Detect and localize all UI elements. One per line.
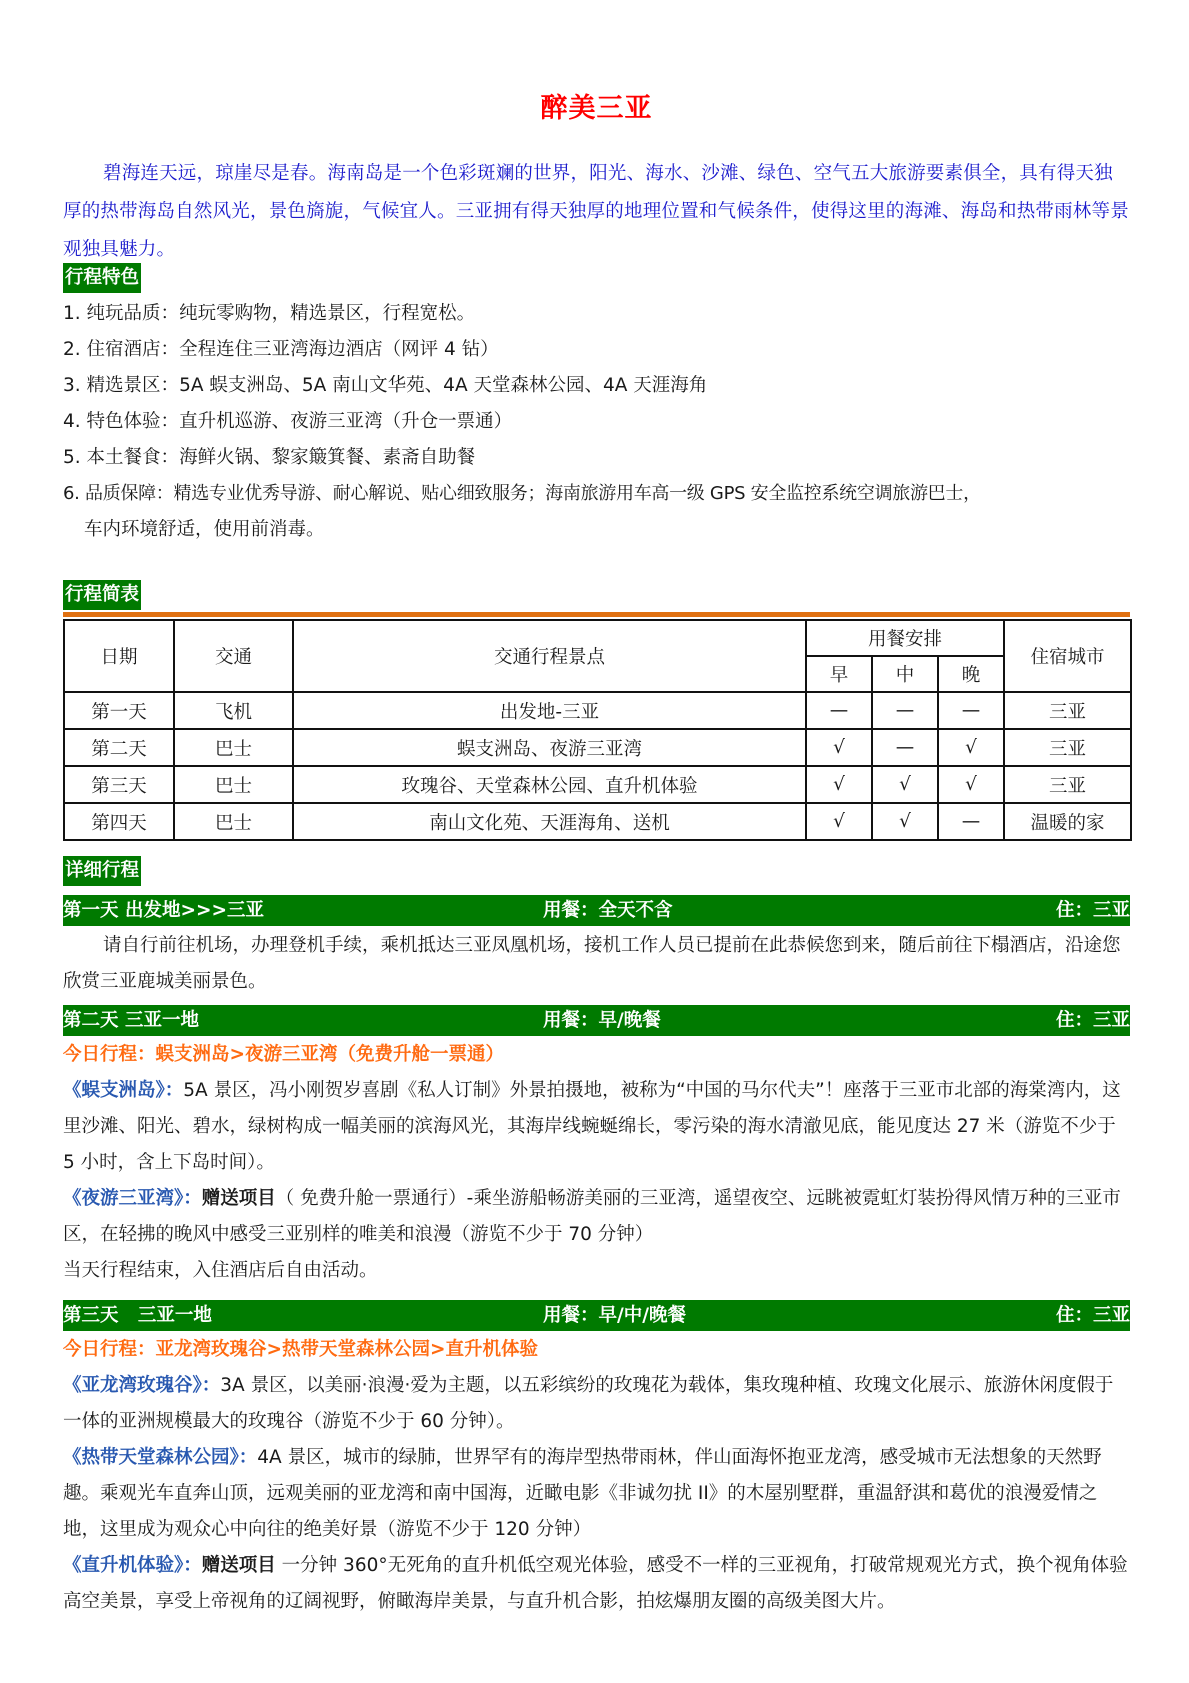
gift-label: 赠送项目 bbox=[201, 1188, 276, 1209]
feature-num: 3. bbox=[63, 375, 81, 396]
spot-text: 一分钟 360°无死角的直升机低空观光体验，感受不一样的三亚视角，打破常规观光方式，换个视角体验高空美景，享受上帝视角的辽阔视野，俯瞰海岸美景，与直升机合影，拍炫爆朋友圈的高级美图大片。 bbox=[63, 1555, 1128, 1612]
spot-name: 《夜游三亚湾》： bbox=[63, 1188, 202, 1209]
feature-item bbox=[63, 368, 1130, 404]
cell-transport: 巴士 bbox=[174, 803, 293, 840]
cell-lunch: √ bbox=[872, 766, 938, 803]
header-date: 日期 bbox=[64, 620, 174, 692]
header-city: 住宿城市 bbox=[1004, 620, 1131, 692]
feature-label: 品质保障： bbox=[85, 483, 174, 504]
cell-city: 三亚 bbox=[1004, 692, 1131, 729]
day3-content bbox=[63, 1332, 1130, 1620]
feature-text: 直升机巡游、夜游三亚湾（升仓一票通） bbox=[179, 411, 513, 432]
day2-today: 今日行程：蜈支洲岛>夜游三亚湾（免费升舱一票通） bbox=[63, 1044, 505, 1065]
day3-spot2 bbox=[63, 1440, 1130, 1548]
cell-city: 三亚 bbox=[1004, 766, 1131, 803]
header-meals: 用餐安排 bbox=[806, 620, 1004, 656]
feature-text: 精选专业优秀导游、耐心解说、贴心细致服务；海南旅游用车高一级 GPS 安全监控系统空调旅游巴士， bbox=[173, 483, 981, 504]
day3-band bbox=[63, 1300, 1130, 1331]
spot-name: 《直升机体验》： bbox=[63, 1555, 202, 1576]
cell-route: 出发地-三亚 bbox=[293, 692, 806, 729]
cell-route: 南山文化苑、天涯海角、送机 bbox=[293, 803, 806, 840]
feature-item-continued: 车内环境舒适，使用前消毒。 bbox=[84, 519, 325, 540]
feature-label: 纯玩品质： bbox=[86, 303, 180, 324]
cell-transport: 巴士 bbox=[174, 766, 293, 803]
spot-text: 3A 景区，以美丽·浪漫·爱为主题，以五彩缤纷的玫瑰花为载体，集玫瑰种植、玫瑰文化展示、旅游休闲度假于一体的亚洲规模最大的玫瑰谷（游览不少于 60 分钟）。 bbox=[63, 1375, 1114, 1432]
page-title: 醉美三亚 bbox=[540, 93, 653, 124]
spot-text: 4A 景区，城市的绿肺，世界罕有的海岸型热带雨林，伴山面海怀抱亚龙湾，感受城市无法想象的天然野趣。乘观光车直奔山顶，远观美丽的亚龙湾和南中国海，近瞰电影《非诚勿扰 II》的木屋别墅群，重温舒淇和葛优的浪漫爱情之地，这里成为观众心中向往的绝美好景（游览不少于 120 分钟） bbox=[63, 1447, 1102, 1540]
cell-breakfast: √ bbox=[806, 766, 872, 803]
header-transport: 交通 bbox=[174, 620, 293, 692]
orange-divider bbox=[63, 612, 1130, 617]
day1-title: 第一天 出发地>>>三亚 bbox=[63, 900, 264, 921]
cell-city: 三亚 bbox=[1004, 729, 1131, 766]
table-row bbox=[64, 803, 1131, 840]
cell-lunch: — bbox=[872, 729, 938, 766]
feature-text: 5A 蜈支洲岛、5A 南山文华苑、4A 天堂森林公园、4A 天涯海角 bbox=[179, 375, 708, 396]
cell-transport: 飞机 bbox=[174, 692, 293, 729]
day2-stay: 住：三亚 bbox=[1055, 1010, 1130, 1031]
day3-stay: 住：三亚 bbox=[1055, 1305, 1130, 1326]
feature-item bbox=[63, 296, 1130, 332]
feature-text: 海鲜火锅、黎家簸箕餐、素斋自助餐 bbox=[179, 447, 476, 468]
day2-content bbox=[63, 1037, 1130, 1289]
feature-label: 本土餐食： bbox=[86, 447, 180, 468]
day3-spot1 bbox=[63, 1368, 1130, 1440]
cell-dinner: √ bbox=[938, 766, 1004, 803]
feature-num: 6. bbox=[63, 483, 80, 504]
day2-end: 当天行程结束，入住酒店后自由活动。 bbox=[63, 1260, 378, 1281]
day1-meal: 用餐：全天不含 bbox=[543, 900, 673, 921]
spot-name: 《蜈支洲岛》： bbox=[63, 1080, 184, 1101]
day2-spot2 bbox=[63, 1181, 1130, 1253]
day3-spot3 bbox=[63, 1548, 1130, 1620]
feature-label: 特色体验： bbox=[86, 411, 180, 432]
cell-breakfast: — bbox=[806, 692, 872, 729]
feature-num: 4. bbox=[63, 411, 81, 432]
cell-date: 第三天 bbox=[64, 766, 174, 803]
spot-name: 《亚龙湾玫瑰谷》： bbox=[63, 1375, 221, 1396]
cell-transport: 巴士 bbox=[174, 729, 293, 766]
cell-date: 第二天 bbox=[64, 729, 174, 766]
header-breakfast: 早 bbox=[806, 656, 872, 692]
day3-title: 第三天 三亚一地 bbox=[63, 1305, 212, 1326]
cell-date: 第一天 bbox=[64, 692, 174, 729]
cell-dinner: — bbox=[938, 692, 1004, 729]
cell-lunch: √ bbox=[872, 803, 938, 840]
day2-band bbox=[63, 1005, 1130, 1036]
cell-breakfast: √ bbox=[806, 729, 872, 766]
feature-num: 1. bbox=[63, 303, 81, 324]
cell-route: 蜈支洲岛、夜游三亚湾 bbox=[293, 729, 806, 766]
schedule-table bbox=[63, 619, 1132, 841]
feature-label: 精选景区： bbox=[86, 375, 180, 396]
header-route: 交通行程景点 bbox=[293, 620, 806, 692]
day1-text: 请自行前往机场，办理登机手续，乘机抵达三亚凤凰机场，接机工作人员已提前在此恭候您到来，随后前往下榻酒店，沿途您欣赏三亚鹿城美丽景色。 bbox=[63, 935, 1121, 992]
feature-text: 全程连住三亚湾海边酒店（网评 4 钻） bbox=[179, 339, 499, 360]
feature-num: 2. bbox=[63, 339, 81, 360]
feature-label: 住宿酒店： bbox=[86, 339, 180, 360]
day3-today: 今日行程：亚龙湾玫瑰谷>热带天堂森林公园>直升机体验 bbox=[63, 1339, 539, 1360]
feature-num: 5. bbox=[63, 447, 81, 468]
features-list bbox=[63, 296, 1130, 548]
spot-name: 《热带天堂森林公园》： bbox=[63, 1447, 258, 1468]
intro-paragraph: 碧海连天远，琼崖尽是春。海南岛是一个色彩斑斓的世界，阳光、海水、沙滩、绿色、空气五大旅游要素俱全，具有得天独厚的热带海岛自然风光，景色旖旎，气候宜人。三亚拥有得天独厚的地理位置和气候条件，使得这里的海滩、海岛和热带雨林等景观独具魅力。 bbox=[63, 163, 1129, 260]
feature-item bbox=[63, 332, 1130, 368]
day1-stay: 住：三亚 bbox=[1055, 900, 1130, 921]
header-lunch: 中 bbox=[872, 656, 938, 692]
header-dinner: 晚 bbox=[938, 656, 1004, 692]
cell-route: 玫瑰谷、天堂森林公园、直升机体验 bbox=[293, 766, 806, 803]
day1-band bbox=[63, 895, 1130, 926]
day2-spot1 bbox=[63, 1073, 1130, 1181]
table-header-row bbox=[64, 620, 1131, 656]
table-row bbox=[64, 692, 1131, 729]
day2-title: 第二天 三亚一地 bbox=[63, 1010, 199, 1031]
cell-dinner: √ bbox=[938, 729, 1004, 766]
section-tag-features: 行程特色 bbox=[63, 263, 141, 293]
spot-text: （ 免费升舱一票通行）-乘坐游船畅游美丽的三亚湾，遥望夜空、远眺被霓虹灯装扮得风情万种的三亚市区，在轻拂的晚风中感受三亚别样的唯美和浪漫（游览不少于 70 分钟） bbox=[63, 1188, 1121, 1245]
feature-text: 纯玩零购物，精选景区，行程宽松。 bbox=[179, 303, 476, 324]
table-row bbox=[64, 729, 1131, 766]
cell-lunch: — bbox=[872, 692, 938, 729]
day2-meal: 用餐：早/晚餐 bbox=[543, 1010, 661, 1031]
cell-date: 第四天 bbox=[64, 803, 174, 840]
gift-label: 赠送项目 bbox=[201, 1555, 276, 1576]
section-tag-schedule: 行程简表 bbox=[63, 580, 141, 610]
table-row bbox=[64, 766, 1131, 803]
feature-item bbox=[63, 440, 1130, 476]
section-tag-details: 详细行程 bbox=[63, 856, 141, 886]
feature-item bbox=[63, 404, 1130, 440]
cell-city: 温暖的家 bbox=[1004, 803, 1131, 840]
cell-dinner: — bbox=[938, 803, 1004, 840]
cell-breakfast: √ bbox=[806, 803, 872, 840]
day3-meal: 用餐：早/中/晚餐 bbox=[543, 1305, 687, 1326]
feature-item bbox=[63, 476, 1130, 512]
spot-text: 5A 景区，冯小刚贺岁喜剧《私人订制》外景拍摄地，被称为“中国的马尔代夫”！座落于三亚市北部的海棠湾内，这里沙滩、阳光、碧水，绿树构成一幅美丽的滨海风光，其海岸线蜿蜒绵长，零污染的海水清澈见底，能见度达 27 米（游览不少于 5 小时，含上下岛时间）。 bbox=[63, 1080, 1121, 1173]
